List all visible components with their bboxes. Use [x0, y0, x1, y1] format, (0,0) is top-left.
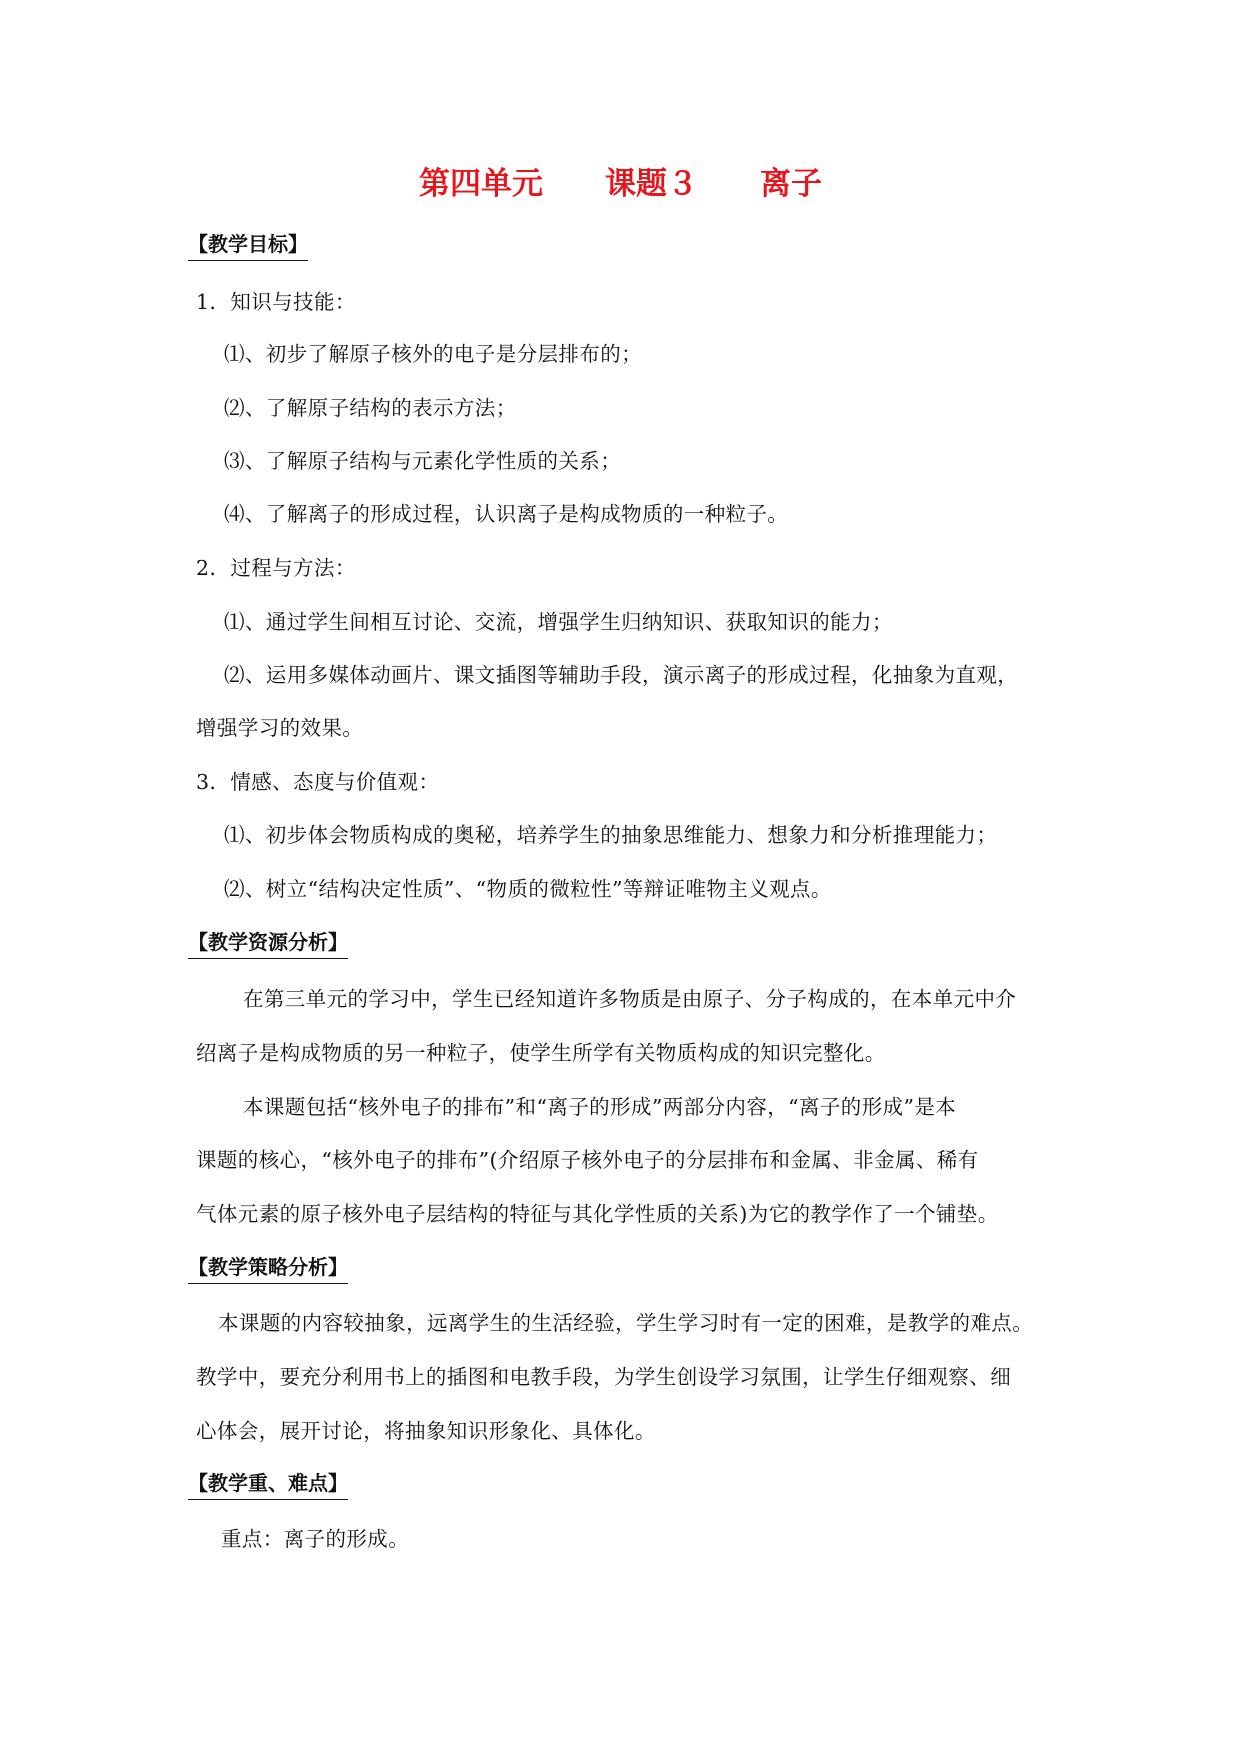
objective-knowledge-item-1: ⑴、初步了解原子核外的电子是分层排布的； [224, 342, 642, 366]
objective-emotion-item-1: ⑴、初步体会物质构成的奥秘，培养学生的抽象思维能力、想象力和分析推理能力； [224, 823, 998, 847]
objective-process-item-2-line-1: ⑵、运用多媒体动画片、课文插图等辅助手段，演示离子的形成过程，化抽象为直观， [224, 663, 1019, 687]
resources-para-1-line-1: 在第三单元的学习中，学生已经知道许多物质是由原子、分子构成的，在本单元中介 [243, 987, 1017, 1011]
strategy-line-1: 本课题的内容较抽象，远离学生的生活经验，学生学习时有一定的困难，是教学的难点。 [218, 1311, 1034, 1335]
objective-knowledge-item-2: ⑵、了解原子结构的表示方法； [224, 396, 517, 420]
resources-para-2-line-3: 气体元素的原子核外电子层结构的特征与其化学性质的关系)为它的教学作了一个铺垫。 [196, 1202, 999, 1226]
strategy-line-3: 心体会，展开讨论，将抽象知识形象化、具体化。 [196, 1419, 656, 1443]
objective-emotion-heading: 3．情感、态度与价值观： [196, 770, 440, 794]
section-heading-resources: 【教学资源分析】 [188, 926, 348, 959]
resources-para-2-line-2: 课题的核心，“核外电子的排布”(介绍原子核外电子的分层排布和金属、非金属、稀有 [196, 1148, 979, 1172]
objective-process-item-1: ⑴、通过学生间相互讨论、交流，增强学生归纳知识、获取知识的能力； [224, 610, 893, 634]
resources-para-1-line-2: 绍离子是构成物质的另一种粒子，使学生所学有关物质构成的知识完整化。 [196, 1041, 886, 1065]
objective-process-item-2-line-2: 增强学习的效果。 [196, 716, 364, 740]
resources-para-2-line-1: 本课题包括“核外电子的排布”和“离子的形成”两部分内容，“离子的形成”是本 [243, 1095, 957, 1119]
objective-emotion-item-2: ⑵、树立“结构决定性质”、“物质的微粒性”等辩证唯物主义观点。 [224, 877, 832, 901]
keypoint-line-1: 重点：离子的形成。 [221, 1527, 410, 1551]
objective-knowledge-item-3: ⑶、了解原子结构与元素化学性质的关系； [224, 449, 622, 473]
objective-knowledge-heading: 1．知识与技能： [196, 290, 356, 314]
section-heading-strategy: 【教学策略分析】 [188, 1251, 348, 1284]
objective-process-heading: 2．过程与方法： [196, 556, 356, 580]
section-heading-objectives: 【教学目标】 [188, 228, 308, 261]
objective-knowledge-item-4: ⑷、了解离子的形成过程，认识离子是构成物质的一种粒子。 [224, 502, 789, 526]
section-heading-keypoints: 【教学重、难点】 [188, 1467, 348, 1500]
strategy-line-2: 教学中，要充分利用书上的插图和电教手段，为学生创设学习氛围，让学生仔细观察、细 [196, 1365, 1012, 1389]
page-title: 第四单元 课题３ 离子 [419, 166, 822, 202]
